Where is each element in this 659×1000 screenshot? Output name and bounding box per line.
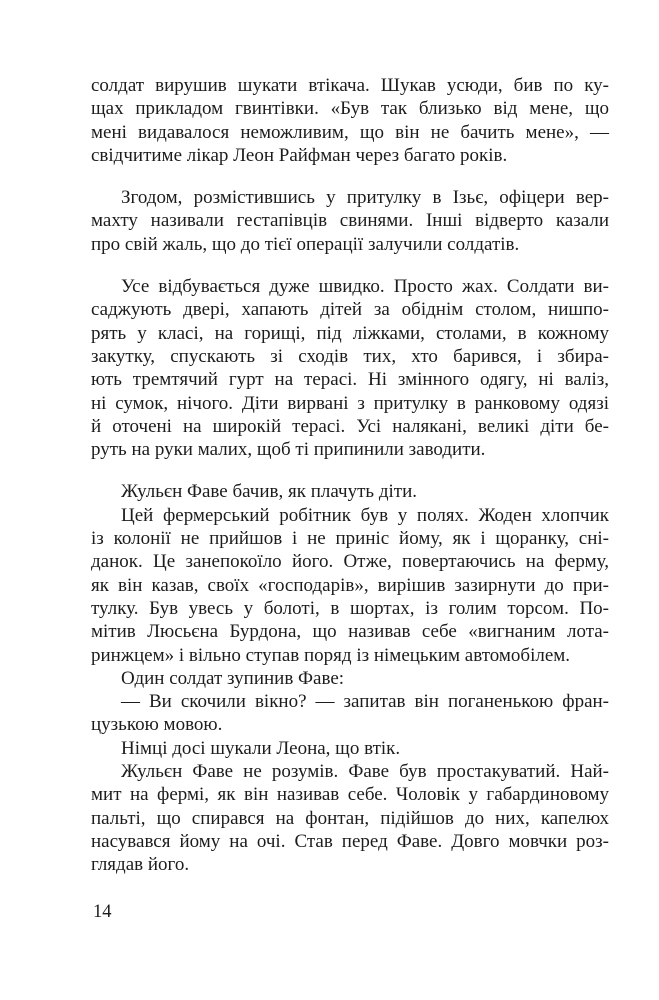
paragraph bbox=[91, 737, 609, 760]
paragraph bbox=[91, 74, 609, 167]
text-line: Цей фермерський робітник був у полях. Жоден хлопчик bbox=[121, 504, 609, 526]
text-line: мит на фермі, як він називав себе. Чоловік у габардиновому bbox=[91, 784, 609, 806]
text-line: свідчитиме лікар Леон Райфман через багато років. bbox=[91, 144, 508, 166]
page-number: 14 bbox=[93, 902, 112, 922]
paragraph bbox=[91, 275, 609, 461]
text-line: глядав його. bbox=[91, 854, 190, 876]
text-line: як він казав, своїх «господарів», вирішив зазирнути до при- bbox=[91, 574, 609, 596]
paragraph bbox=[91, 760, 609, 876]
text-line: мітив Люсьєна Бурдона, що називав себе «вигнаним лота- bbox=[91, 621, 609, 643]
text-line: цузькою мовою. bbox=[91, 714, 223, 736]
text-line: ринжцем» і вільно ступав поряд із німецьким автомобілем. bbox=[91, 644, 571, 666]
text-line: тулку. Був увесь у болоті, в шортах, із голим торсом. По- bbox=[91, 597, 609, 619]
paragraph bbox=[91, 690, 609, 737]
text-line: солдат вирушив шукати втікача. Шукав усюди, бив по ку- bbox=[91, 75, 609, 96]
paragraph bbox=[91, 667, 609, 690]
text-line: Згодом, розмістившись у притулку в Ізьє, офіцери вер- bbox=[121, 187, 609, 209]
text-line: саджують двері, хапають дітей за обіднім столом, нишпо- bbox=[91, 299, 609, 321]
paragraph bbox=[91, 480, 609, 503]
paragraph bbox=[91, 504, 609, 667]
text-line: ні сумок, нічого. Діти вирвані з притулку в ранковому одязі bbox=[91, 392, 609, 414]
text-line: — Ви скочили вікно? — запитав він поганенькою фран- bbox=[121, 691, 609, 713]
text-line: ють тремтячий гурт на терасі. Ні змінного одягу, ні валіз, bbox=[91, 369, 609, 391]
text-line: пальті, що спирався на фонтан, підійшов до них, капелюх bbox=[91, 807, 609, 829]
text-line: насувався йому на очі. Став перед Фаве. Довго мовчки роз- bbox=[91, 830, 609, 852]
text-line: рять у класі, на горищі, під ліжками, столами, в кожному bbox=[91, 322, 609, 344]
text-line: щах прикладом гвинтівки. «Був так близько від мене, що bbox=[91, 98, 609, 120]
text-line: про свій жаль, що до тієї операції залучили солдатів. bbox=[91, 233, 520, 255]
text-line: із колонії не прийшов і не приніс йому, як і щоранку, сні- bbox=[91, 528, 609, 550]
paragraph bbox=[91, 186, 609, 256]
page-text bbox=[91, 74, 609, 877]
text-line: й оточені на широкій терасі. Усі налякані, великі діти бе- bbox=[91, 415, 609, 437]
text-line: Усе відбувається дуже швидко. Просто жах. Солдати ви- bbox=[121, 276, 609, 298]
text-line: Жульєн Фаве не розумів. Фаве був простакуватий. Най- bbox=[121, 761, 609, 783]
text-line: махту називали гестапівців свинями. Інші відверто казали bbox=[91, 210, 609, 232]
text-line: данок. Це занепокоїло його. Отже, повертаючись на ферму, bbox=[91, 551, 609, 573]
text-line: закутку, спускають зі сходів тих, хто барився, і збира- bbox=[91, 345, 609, 367]
text-line: Жульєн Фаве бачив, як плачуть діти. bbox=[121, 481, 417, 503]
text-line: Німці досі шукали Леона, що втік. bbox=[121, 737, 401, 759]
text-line: мені видавалося неможливим, що він не бачить мене», — bbox=[91, 121, 609, 143]
text-line: Один солдат зупинив Фаве: bbox=[121, 667, 345, 689]
text-line: руть на руки малих, щоб ті припинили заводити. bbox=[91, 439, 486, 461]
